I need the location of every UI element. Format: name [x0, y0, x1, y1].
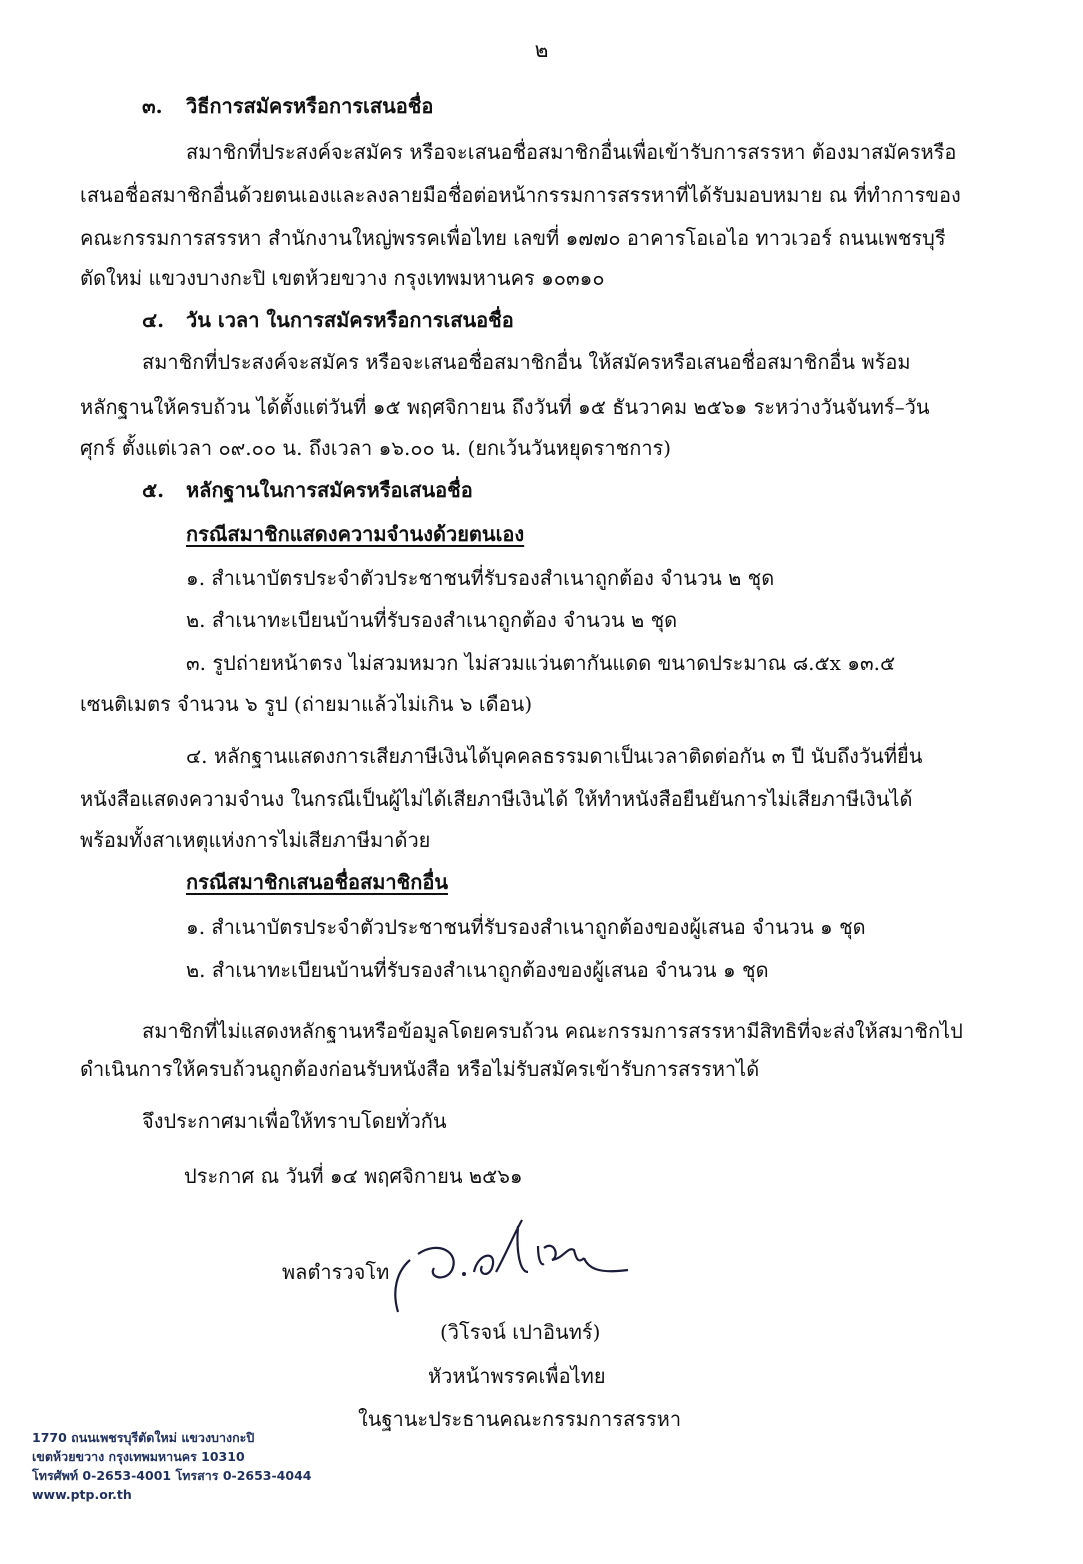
- closing-line: สมาชิกที่ไม่แสดงหลักฐานหรือข้อมูลโดยครบถ้วน คณะกรรมการสรรหามีสิทธิที่จะส่งให้สมาชิกไป: [142, 1019, 963, 1043]
- footer-website[interactable]: www.ptp.or.th: [32, 1487, 132, 1502]
- page-number: ๒: [534, 38, 549, 62]
- signer-name: (วิโรจน์ เปาอินทร์): [440, 1320, 601, 1344]
- closing-line: ดำเนินการให้ครบถ้วนถูกต้องก่อนรับหนังสือ หรือไม่รับสมัครเข้ารับการสรรหาได้: [80, 1057, 760, 1081]
- case-self-item: พร้อมทั้งสาเหตุแห่งการไม่เสียภาษีมาด้วย: [80, 828, 431, 852]
- footer-address-line: เขตห้วยขวาง กรุงเทพมหานคร 10310: [32, 1449, 245, 1464]
- case-self-item: ๒. สำเนาทะเบียนบ้านที่รับรองสำเนาถูกต้อง จำนวน ๒ ชุด: [186, 608, 678, 632]
- signer-title: หัวหน้าพรรคเพื่อไทย: [428, 1364, 606, 1388]
- case-self-heading: กรณีสมาชิกแสดงความจำนงด้วยตนเอง: [186, 522, 525, 546]
- footer-address-line: 1770 ถนนเพชรบุรีตัดใหม่ แขวงบางกะปิ: [32, 1430, 255, 1445]
- section-4-line: ศุกร์ ตั้งแต่เวลา ๐๙.๐๐ น. ถึงเวลา ๑๖.๐๐ น. (ยกเว้นวันหยุดราชการ): [80, 436, 672, 460]
- section-5-heading: หลักฐานในการสมัครหรือเสนอชื่อ: [186, 478, 473, 502]
- section-3-heading: วิธีการสมัครหรือการเสนอชื่อ: [186, 94, 434, 118]
- section-3-line: คณะกรรมการสรรหา สำนักงานใหญ่พรรคเพื่อไทย เลขที่ ๑๗๗๐ อาคารโอเอไอ ทาวเวอร์ ถนนเพชรบุรี: [80, 226, 946, 250]
- section-3-line: สมาชิกที่ประสงค์จะสมัคร หรือจะเสนอชื่อสมาชิกอื่นเพื่อเข้ารับการสรรหา ต้องมาสมัครหรือ: [186, 140, 957, 164]
- announcement-date: ประกาศ ณ วันที่ ๑๔ พฤศจิกายน ๒๕๖๑: [184, 1164, 523, 1188]
- section-3-number: ๓.: [142, 94, 163, 118]
- section-3-line: ตัดใหม่ แขวงบางกะปิ เขตห้วยขวาง กรุงเทพมหานคร ๑๐๓๑๐: [80, 266, 605, 290]
- section-4-line: สมาชิกที่ประสงค์จะสมัคร หรือจะเสนอชื่อสมาชิกอื่น ให้สมัครหรือเสนอชื่อสมาชิกอื่น พร้อม: [142, 350, 911, 374]
- signer-role: ในฐานะประธานคณะกรรมการสรรหา: [358, 1407, 682, 1431]
- section-3-line: เสนอชื่อสมาชิกอื่นด้วยตนเองและลงลายมือชื่อต่อหน้ากรรมการสรรหาที่ได้รับมอบหมาย ณ ที่ทำการของ: [80, 183, 961, 207]
- case-self-item: ๓. รูปถ่ายหน้าตรง ไม่สวมหมวก ไม่สวมแว่นตากันแดด ขนาดประมาณ ๘.๕x ๑๓.๕: [186, 651, 896, 675]
- case-nominate-item: ๒. สำเนาทะเบียนบ้านที่รับรองสำเนาถูกต้องของผู้เสนอ จำนวน ๑ ชุด: [186, 958, 769, 982]
- signer-rank: พลตำรวจโท: [282, 1260, 390, 1284]
- announcement: จึงประกาศมาเพื่อให้ทราบโดยทั่วกัน: [142, 1109, 447, 1133]
- case-self-item: ๔. หลักฐานแสดงการเสียภาษีเงินได้บุคคลธรรมดาเป็นเวลาติดต่อกัน ๓ ปี นับถึงวันที่ยื่น: [186, 744, 923, 768]
- case-self-item: เซนติเมตร จำนวน ๖ รูป (ถ่ายมาแล้วไม่เกิน ๖ เดือน): [80, 692, 533, 716]
- case-nominate-heading: กรณีสมาชิกเสนอชื่อสมาชิกอื่น: [186, 870, 449, 894]
- footer-contact: [32, 1428, 311, 1504]
- section-4-line: หลักฐานให้ครบถ้วน ได้ตั้งแต่วันที่ ๑๕ พฤศจิกายน ถึงวันที่ ๑๕ ธันวาคม ๒๕๖๑ ระหว่างวันจันทร์–วัน: [80, 395, 930, 419]
- case-nominate-item: ๑. สำเนาบัตรประจำตัวประชาชนที่รับรองสำเนาถูกต้องของผู้เสนอ จำนวน ๑ ชุด: [186, 915, 866, 939]
- case-self-item: ๑. สำเนาบัตรประจำตัวประชาชนที่รับรองสำเนาถูกต้อง จำนวน ๒ ชุด: [186, 566, 775, 590]
- section-5-number: ๕.: [142, 478, 165, 502]
- handwritten-signature: [388, 1212, 648, 1322]
- footer-phone: โทรศัพท์ 0-2653-4001 โทรสาร 0-2653-4044: [32, 1468, 312, 1483]
- section-4-heading: วัน เวลา ในการสมัครหรือการเสนอชื่อ: [186, 308, 514, 332]
- case-self-item: หนังสือแสดงความจำนง ในกรณีเป็นผู้ไม่ได้เสียภาษีเงินได้ ให้ทำหนังสือยืนยันการไม่เสียภาษีเงินได้: [80, 787, 913, 811]
- section-4-number: ๔.: [142, 308, 165, 332]
